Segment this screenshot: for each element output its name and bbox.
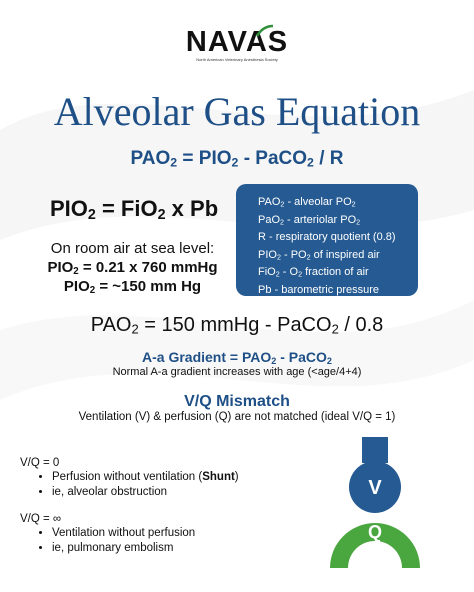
case-heading: V/Q = ∞	[20, 513, 62, 525]
logo-swoosh-icon	[255, 24, 275, 38]
aa-gradient-note: Normal A-a gradient increases with age (<age/4+4)	[112, 366, 362, 378]
list-item: • ie, pulmonary embolism	[52, 541, 195, 556]
room-air-line-2: $PIO_2$ = ~150 mm Hg	[63, 278, 202, 296]
vq-title: V/Q Mismatch	[184, 393, 290, 410]
case-heading: V/Q = 0	[20, 457, 60, 469]
logo-tagline: North American Veterinary Anesthesia Society	[196, 57, 278, 62]
example-equation: $PAO_2 = 150$ mmHg - PaCO$_2$ / 0.8	[90, 314, 384, 337]
legend-item: R - respiratory quotient (0.8)	[258, 231, 396, 244]
legend-item: PaO$_2$ - arteriolar $PO_2$	[258, 213, 361, 227]
main-equation: $PAO_2 = PIO_2$ - PaCO$_2$ / R	[130, 148, 344, 170]
room-air-line-1: $PIO_2 = 0.21$ x 760 mmHg	[47, 259, 218, 277]
navas-logo	[0, 26, 474, 62]
legend-box	[236, 184, 418, 296]
vq-infinite-case	[20, 513, 195, 556]
room-air-label: On room air at sea level:	[50, 240, 215, 257]
aa-gradient-title: A-a Gradient = $PAO_2$ - PaCO$_2$	[142, 349, 332, 366]
pio-equation: $PIO_2 = FiO_2$ x Pb	[50, 196, 219, 223]
logo-text: NAVAS	[185, 26, 289, 58]
vq-mismatch-graphic	[327, 437, 427, 572]
list-item: • Perfusion without ventilation (Shunt)	[52, 470, 239, 485]
legend-item: Pb - barometric pressure	[258, 283, 380, 296]
page-title: Alveolar Gas Equation	[53, 89, 421, 134]
v-label: V	[368, 477, 382, 499]
room-air-block	[10, 240, 255, 295]
list-item: • Ventilation without perfusion	[52, 526, 195, 541]
list-item: • ie, alveolar obstruction	[52, 485, 239, 500]
legend-item: $PAO_2$ - alveolar $PO_2$	[258, 196, 356, 209]
airway-stem-shape	[362, 437, 388, 463]
vq-note: Ventilation (V) & perfusion (Q) are not matched (ideal V/Q = 1)	[78, 411, 396, 423]
vq-zero-case	[20, 457, 239, 500]
legend-item: $PIO_2 - PO_2$ of inspired air	[258, 248, 380, 262]
q-label: Q	[367, 522, 383, 542]
legend-item: $FiO_2 - O_2$ fraction of air	[258, 266, 369, 279]
